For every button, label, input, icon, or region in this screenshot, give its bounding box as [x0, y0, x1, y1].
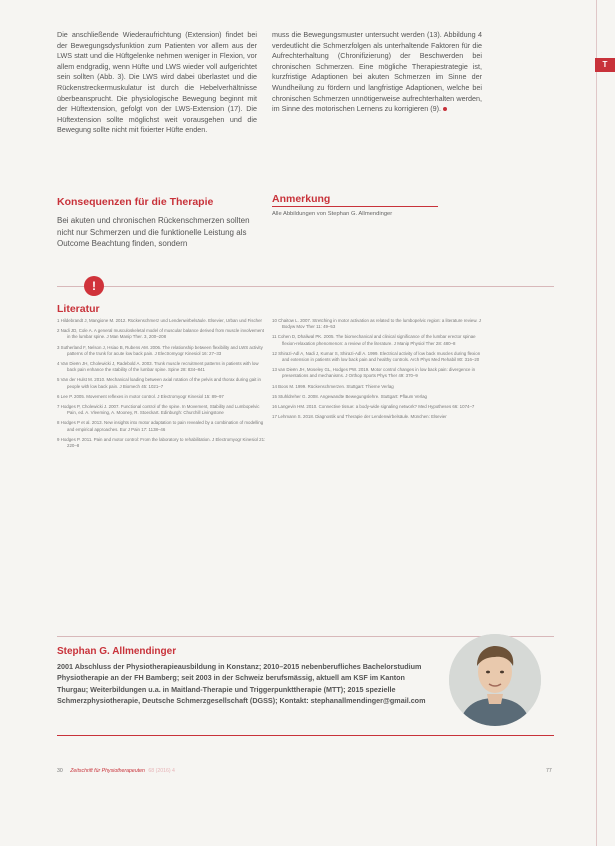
literature-heading: Literatur: [57, 303, 100, 315]
literature-list-left: [57, 318, 267, 453]
literature-top-divider: [57, 286, 554, 287]
reference-item: 1 Hildebrandt J, Mangione M. 2012. Rückenschmerz und Lendenwirbelsäule. Elsevier, Urban und Fischer: [57, 318, 263, 323]
reference-item: 17 Lehmann S. 2018. Diagnostik und Therapie der Lendenwirbelsäule. München: Elsevier: [272, 414, 447, 420]
reference-item: 3 Sutherland F, Nelson J, Hsiao B, Rubens AM. 2006. The relationship between flexibility and LWS activity patterns of the trunk for acute low back pain. J Electromyogr Kinesiol 16: 27–33: [57, 344, 263, 356]
reference-item: 9 Hodges P. 2011. Pain and motor control: From the laboratory to rehabilitation. J Electromyogr Kinesiol 21: 220–8: [57, 436, 266, 449]
body-paragraph-right: muss die Bewegungsmuster untersucht werden (13). Abbildung 4 verdeutlicht die Schmerzfolgen als unterhaltende Faktoren für die Aufrechterhaltung (Chronifizierung) der Beschwerden bei chronischen Schmerzen. Eine mögliche Therapiestrategie ist, kurzfristige Adaptionen bei akuten Schmerzen im Sinne der Wundheilung zu fördern und langfristige Adaptionen, welche bei chronischen Schmerzen unnötigerweise aufrechterhalten werden, im Sinne des motorischen Lernens zu korrigieren (9).: [272, 30, 482, 114]
reference-item: 12 Shirazi-Adl A, Nadi J, Kumar S, Shirazi-Adl A. 1999. Electrical activity of low back muscles during flexion and extension in patients with low back pain and healthy controls. Arch Phys Med Rehabil 80: 316–20: [272, 350, 481, 363]
journal-issue: 68 (2016) 4: [148, 768, 175, 774]
reference-item: 10 Chaitow L. 2007. Stretching in motor activation as related to the lumbopelvic region: a literature review. J Bodyw Mov Ther 11: 49–53: [272, 318, 481, 330]
reference-item: 2 Nadi JD, Cole A. A general musculoskeletal model of muscular balance derived from muscle involvement in the lumbar spine. J Man Manip Ther. 3, 200–208: [57, 328, 264, 340]
end-mark-icon: [443, 107, 447, 111]
author-name: Stephan G. Allmendinger: [57, 646, 177, 657]
reference-item: 11 Cohen D, Dhaliwal PK. 2005. The biomechanical and clinical significance of the lumbar erector spinae flexion-relaxation phenomenon: a review of the literature. J Manip Physiol Ther 28: 480–8: [272, 334, 476, 346]
right-text-column: [272, 30, 482, 115]
reference-item: 16 Langevin HM. 2010. Connective tissue: a body-wide signaling network? Med Hypotheses 66: 1074–7: [272, 404, 475, 410]
note-text: Alle Abbildungen von Stephan G. Allmendinger: [272, 211, 393, 217]
left-text-column: [57, 30, 257, 136]
reference-item: 4 Van Dieën JH, Cholewicki J, Radebold A. 2003. Trunk muscle recruitment patterns in patients with low back pain enhance the stability of the lumbar spine. Spine 28: 834–841: [57, 361, 259, 373]
reference-item: 14 Boos M. 1999. Rückenschmerzen. Stuttgart: Thieme Verlag: [272, 383, 394, 389]
therapy-paragraph: Bei akuten und chronischen Rückenschmerzen sollten nicht nur Schmerzen und die funktionelle Leistung als Outcome Beachtung finden, sondern: [57, 216, 250, 248]
reference-item: 5 Van der Hulst M. 2010. Mechanical loading between axial rotation of the pelvis and thorax during gait in people with low back pain. J Biomech 45: 1021–7: [57, 377, 261, 389]
author-bio: 2001 Abschluss der Physiotherapieausbildung in Konstanz; 2010–2015 nebenberufliches Bachelorstudium Physiotherapie an der FH Bamberg; seit 2003 in der Schweiz berufsmässig, aktuell am KSF im Kanton Thurgau; Weiterbildungen u.a. in Maitland-Therapie und Triggerpunkttherapie (MTT); 2015 spezielle Schmerzphysiotherapie, Deutsche Schmerzgesellschaft (DGSS); Kontakt: stephanallmendinger@gmail.com: [57, 662, 426, 705]
body-paragraph-left: Die anschließende Wiederaufrichtung (Extension) findet bei der Bewegungsdysfunktion zum Patienten vor allem aus der LWS statt und die Hüftgelenke nehmen weniger in Flexion, vor allem endgradig, wenn Hüfte und LWS wieder voll aufgerichtet sein sollten (Abb. 3). Die LWS wird dabei überlastet und die Rückenstreckermuskulatur ist durch die Hebelverhältnisse überbeansprucht. Die physiologische Bewegung beginnt mit der Hüftextension, gefolgt von der LWS-Extension (17). Die Hüftextension sollte möglichst weit vorausgehen und die Bewegung sollte nicht mit fixierter Hüfte enden.: [57, 30, 257, 135]
footer-left: [57, 768, 175, 774]
literature-list-right: [272, 318, 482, 424]
note-divider: [272, 206, 438, 207]
therapy-heading: Konsequenzen für die Therapie: [57, 196, 214, 208]
margin-rule: [596, 0, 597, 846]
note-heading: Anmerkung: [272, 193, 331, 205]
reference-item: 7 Hodges P, Cholewicki J. 2007. Functional control of the spine. In Movement, Stability and Lumbopelvic Pain, ed. A. Vleeming, A. Mooney, R. Stoeckart. Edinburgh: Churchill Livingstone: [57, 404, 260, 416]
reference-item: 15 Stuhldreher G. 2008. Angewandte Bewegungslehre. Stuttgart: Pflaum Verlag: [272, 393, 427, 399]
portrait-image: [449, 634, 541, 726]
reference-item: 6 Lee P. 2005. Movement reflexes in motor control. J Electromyogr Kinesiol 15: 89–97: [57, 393, 224, 399]
page-number-right: 77: [546, 768, 552, 774]
author-photo: [449, 634, 541, 726]
reference-item: 8 Hodges P et al. 2013. New insights into motor adaptation to pain revealed by a combination of modelling and empirical approaches. Eur J Pain 17: 1138–46: [57, 420, 264, 432]
author-divider: [57, 735, 554, 736]
journal-title: Zeitschrift für Physiotherapeuten: [70, 768, 145, 774]
reference-item: 13 van Dieën JH, Moseley GL, Hodges PW. 2019. Motor control changes in low back pain: divergence in presentations and mechanisms. J Orthop Sports Phys Ther 49: 370–9: [272, 367, 476, 379]
info-icon: !: [84, 276, 104, 296]
page-number-left: 30: [57, 768, 63, 774]
section-tab: T: [595, 58, 615, 72]
